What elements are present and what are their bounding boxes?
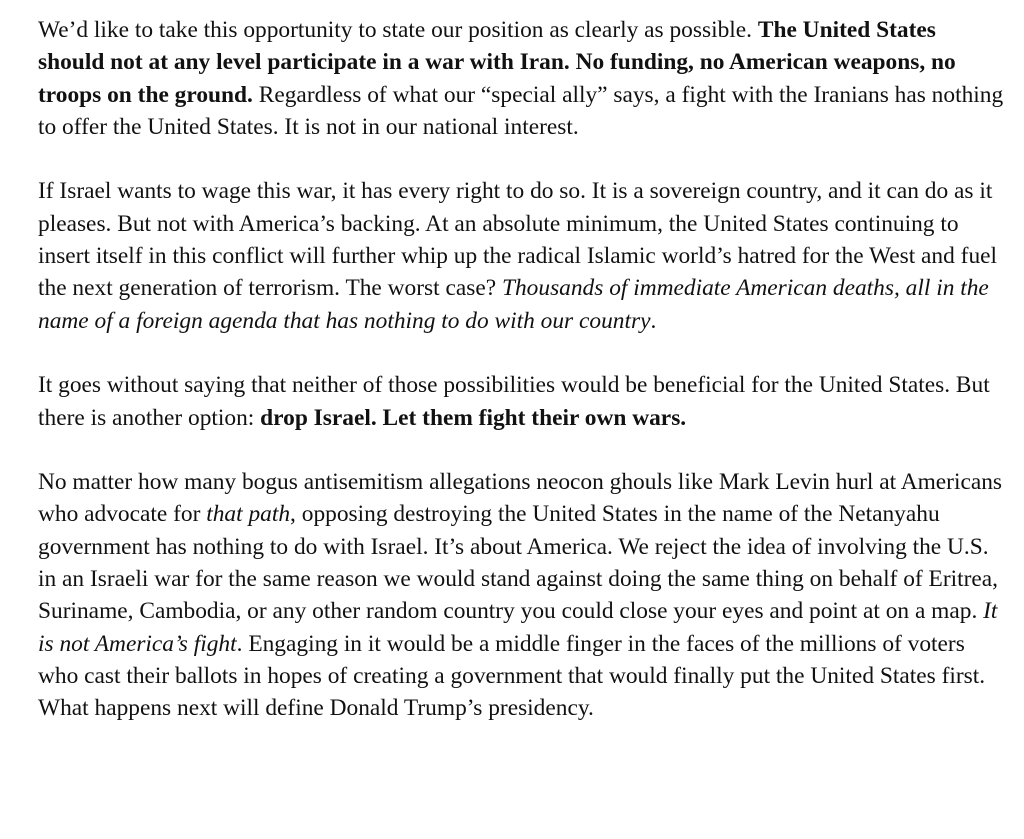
text-segment: , opposing destroying the United States in the name of the Netanyahu government has nothing to do with Israel. It’s about America. We reject the idea of involving the U.S. in an Israeli war for the same reason we would stand against doing the same thing on behalf of Eritrea, Suriname, Cambodia, or any other random country you could close your eyes and point at on a map. bbox=[38, 501, 999, 625]
text-segment: Regardless of what our “special ally” says, a fight with the Iranians has nothing to offer the United States. It is not in our national interest. bbox=[38, 81, 1004, 140]
italic-emphasis: Thousands of immediate American deaths, all in the name of a foreign agenda that has nothing to do with our country bbox=[38, 275, 989, 334]
text-segment: No matter how many bogus antisemitism allegations neocon ghouls like Mark Levin hurl at Americans who advocate for bbox=[38, 469, 1003, 528]
bold-statement: The United States should not at any level participate in a war with Iran. No funding, no American weapons, no troops on the ground. bbox=[38, 17, 956, 108]
article-body bbox=[38, 14, 1008, 725]
text-segment: We’d like to take this opportunity to state our position as clearly as possible. bbox=[38, 17, 758, 43]
italic-emphasis: that path bbox=[206, 501, 291, 528]
text-segment: . Engaging in it would be a middle finger in the faces of the millions of voters who cast their ballots in hopes of creating a government that would finally put the United States first. What happens next will define Donald Trump’s presidency. bbox=[38, 630, 986, 722]
italic-emphasis: It is not America’s fight bbox=[38, 598, 998, 657]
paragraph-israel-war bbox=[38, 175, 1008, 336]
bold-statement: drop Israel. Let them fight their own wars. bbox=[260, 404, 687, 431]
text-segment: It goes without saying that neither of those possibilities would be beneficial for the United States. But there is another option: bbox=[38, 372, 990, 431]
paragraph-position-statement bbox=[38, 14, 1008, 143]
paragraph-another-option bbox=[38, 369, 1008, 434]
text-segment: . bbox=[650, 307, 657, 334]
text-segment: If Israel wants to wage this war, it has every right to do so. It is a sovereign country, and it can do as it pleases. But not with America’s backing. At an absolute minimum, the United States continuing to insert itself in this conflict will further whip up the radical Islamic world’s hatred for the West and fuel the next generation of terrorism. The worst case? bbox=[38, 178, 998, 302]
paragraph-not-americas-fight bbox=[38, 466, 1008, 724]
